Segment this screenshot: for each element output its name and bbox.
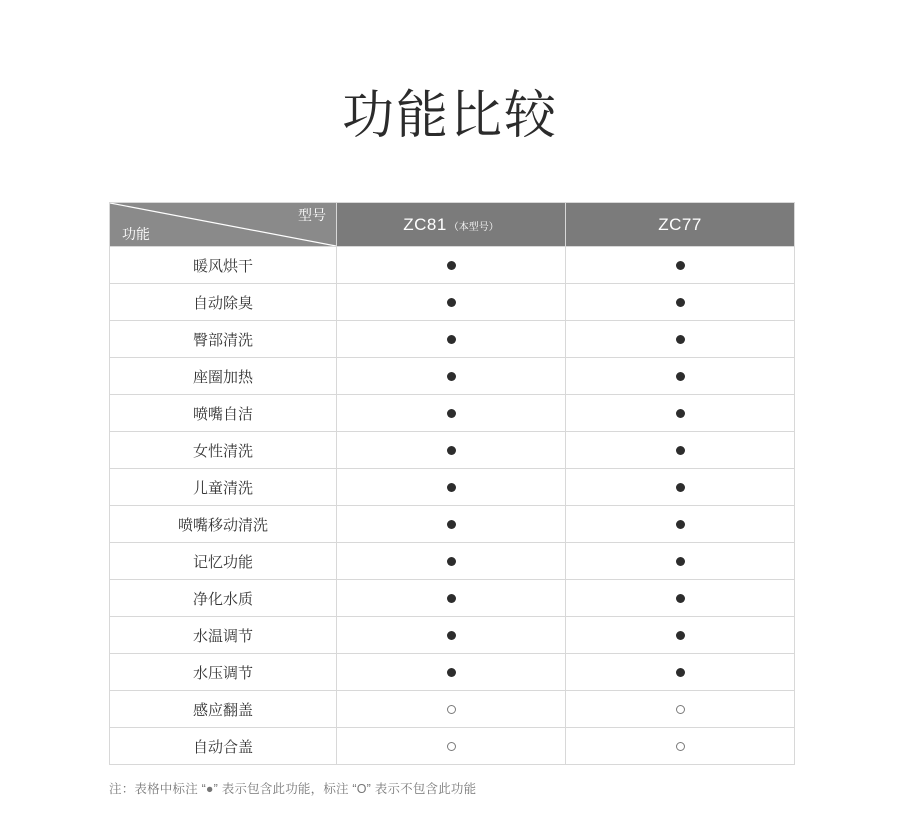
support-cell-zc81 xyxy=(337,728,566,765)
support-cell-zc81 xyxy=(337,284,566,321)
filled-dot-icon xyxy=(447,557,456,566)
column-header-zc81-sub: （本型号） xyxy=(448,221,499,233)
table-row xyxy=(110,395,795,432)
table-row xyxy=(110,543,795,580)
filled-dot-icon xyxy=(447,668,456,677)
filled-dot-icon xyxy=(447,372,456,381)
feature-name-cell: 自动合盖 xyxy=(110,728,337,765)
support-cell-zc81 xyxy=(337,247,566,284)
feature-name-cell: 儿童清洗 xyxy=(110,469,337,506)
corner-model-label: 型号 xyxy=(298,207,326,224)
table-row xyxy=(110,728,795,765)
feature-name-cell: 臀部清洗 xyxy=(110,321,337,358)
support-cell-zc77 xyxy=(566,728,795,765)
feature-name-cell: 净化水质 xyxy=(110,580,337,617)
filled-dot-icon xyxy=(676,594,685,603)
support-cell-zc77 xyxy=(566,284,795,321)
support-cell-zc77 xyxy=(566,580,795,617)
support-cell-zc81 xyxy=(337,395,566,432)
table-row xyxy=(110,284,795,321)
support-cell-zc77 xyxy=(566,321,795,358)
support-cell-zc81 xyxy=(337,543,566,580)
filled-dot-icon xyxy=(447,446,456,455)
feature-name-cell: 水温调节 xyxy=(110,617,337,654)
filled-dot-icon xyxy=(447,520,456,529)
filled-dot-icon xyxy=(676,409,685,418)
support-cell-zc77 xyxy=(566,654,795,691)
support-cell-zc77 xyxy=(566,506,795,543)
table-row xyxy=(110,432,795,469)
feature-name-cell: 自动除臭 xyxy=(110,284,337,321)
filled-dot-icon xyxy=(447,631,456,640)
table-row xyxy=(110,247,795,284)
table-header-row xyxy=(110,203,795,247)
feature-name-cell: 喷嘴自洁 xyxy=(110,395,337,432)
feature-name-cell: 记忆功能 xyxy=(110,543,337,580)
table-row xyxy=(110,469,795,506)
filled-dot-icon xyxy=(447,594,456,603)
feature-name-cell: 女性清洗 xyxy=(110,432,337,469)
filled-dot-icon xyxy=(447,298,456,307)
support-cell-zc81 xyxy=(337,432,566,469)
support-cell-zc77 xyxy=(566,247,795,284)
support-cell-zc81 xyxy=(337,654,566,691)
table-corner-cell xyxy=(110,203,337,247)
empty-dot-icon xyxy=(447,705,456,714)
support-cell-zc81 xyxy=(337,691,566,728)
table-row xyxy=(110,617,795,654)
filled-dot-icon xyxy=(447,261,456,270)
filled-dot-icon xyxy=(676,335,685,344)
table-row xyxy=(110,691,795,728)
empty-dot-icon xyxy=(447,742,456,751)
table-body xyxy=(110,247,795,765)
table-row xyxy=(110,580,795,617)
page-title: 功能比较 xyxy=(341,87,558,145)
table-row xyxy=(110,358,795,395)
feature-name-cell: 感应翻盖 xyxy=(110,691,337,728)
table-row xyxy=(110,654,795,691)
feature-name-cell: 喷嘴移动清洗 xyxy=(110,506,337,543)
filled-dot-icon xyxy=(447,483,456,492)
filled-dot-icon xyxy=(676,520,685,529)
support-cell-zc81 xyxy=(337,506,566,543)
filled-dot-icon xyxy=(447,409,456,418)
column-header-zc81 xyxy=(337,203,566,247)
table-row xyxy=(110,506,795,543)
filled-dot-icon xyxy=(676,298,685,307)
empty-dot-icon xyxy=(676,742,685,751)
support-cell-zc77 xyxy=(566,691,795,728)
filled-dot-icon xyxy=(676,372,685,381)
feature-name-cell: 座圈加热 xyxy=(110,358,337,395)
column-header-zc77 xyxy=(566,203,795,247)
table-note: 注：表格中标注 “●” 表示包含此功能，标注 “O” 表示不包含此功能 xyxy=(109,782,477,797)
filled-dot-icon xyxy=(676,483,685,492)
filled-dot-icon xyxy=(676,668,685,677)
column-header-zc77-name: ZC77 xyxy=(658,214,702,234)
filled-dot-icon xyxy=(676,261,685,270)
table-row xyxy=(110,321,795,358)
support-cell-zc77 xyxy=(566,543,795,580)
feature-comparison-table xyxy=(109,202,795,765)
empty-dot-icon xyxy=(676,705,685,714)
support-cell-zc77 xyxy=(566,432,795,469)
filled-dot-icon xyxy=(676,631,685,640)
feature-name-cell: 暖风烘干 xyxy=(110,247,337,284)
column-header-zc81-name: ZC81 xyxy=(403,214,447,234)
support-cell-zc81 xyxy=(337,358,566,395)
support-cell-zc81 xyxy=(337,617,566,654)
support-cell-zc81 xyxy=(337,469,566,506)
support-cell-zc81 xyxy=(337,321,566,358)
support-cell-zc77 xyxy=(566,358,795,395)
support-cell-zc77 xyxy=(566,617,795,654)
support-cell-zc77 xyxy=(566,469,795,506)
support-cell-zc81 xyxy=(337,580,566,617)
filled-dot-icon xyxy=(447,335,456,344)
feature-name-cell: 水压调节 xyxy=(110,654,337,691)
filled-dot-icon xyxy=(676,557,685,566)
support-cell-zc77 xyxy=(566,395,795,432)
table-header xyxy=(110,203,795,247)
corner-feature-label: 功能 xyxy=(122,226,150,243)
comparison-table-wrapper xyxy=(109,202,791,765)
filled-dot-icon xyxy=(676,446,685,455)
